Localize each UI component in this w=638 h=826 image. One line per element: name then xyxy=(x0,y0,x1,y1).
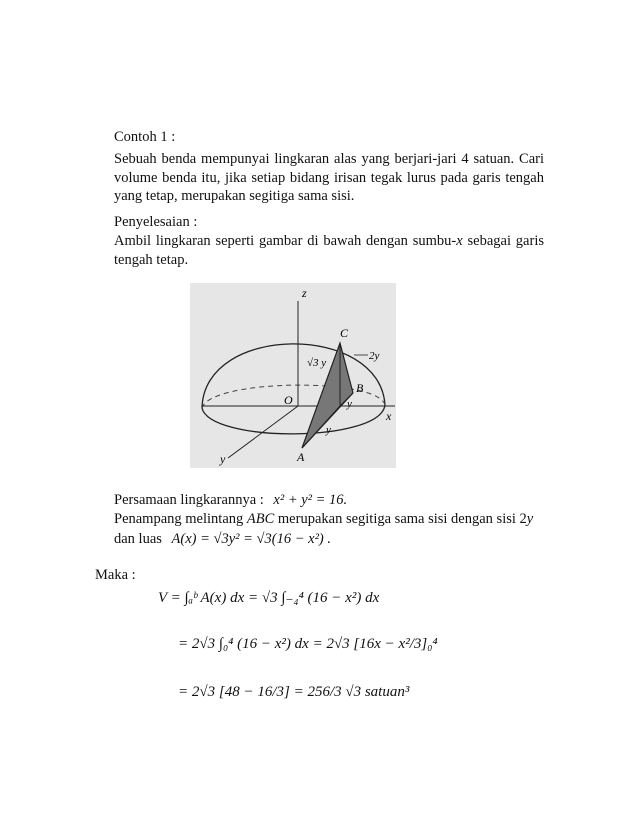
solution-text-part1: Ambil lingkaran seperti gambar di bawah dengan sumbu- xyxy=(114,233,457,249)
label-a: A xyxy=(297,450,305,464)
label-sqrt3y: √3 y xyxy=(307,357,327,369)
solution-text-var: x xyxy=(456,233,463,249)
area-line xyxy=(114,530,331,548)
label-y: y xyxy=(220,452,226,466)
label-x: x xyxy=(386,409,392,423)
label-o: O xyxy=(284,393,293,407)
volume-line-3: = 2√3 [48 − 16/3] = 256/3 √3 satuan³ xyxy=(178,684,410,700)
area-eq: A(x) = √3y² = √3(16 − x²) . xyxy=(171,531,331,547)
circle-eq: x² + y² = 16. xyxy=(273,492,348,508)
area-label: dan luas xyxy=(114,531,162,547)
label-z: z xyxy=(302,286,307,300)
figure-background xyxy=(190,283,396,468)
hemisphere-figure xyxy=(190,283,396,468)
solution-text-part2: sebagai garis tengah tetap. xyxy=(114,233,544,268)
cross-section-abc: ABC xyxy=(246,511,275,527)
cross-section-part2: merupakan segitiga sama sisi dengan sisi 2 xyxy=(274,511,527,527)
label-b: B xyxy=(356,381,364,395)
volume-line-2: = 2√3 ∫₀⁴ (16 − x²) dx = 2√3 [16x − x²/3]₀⁴ xyxy=(178,636,438,652)
cross-section-line xyxy=(114,510,533,528)
problem-text: Sebuah benda mempunyai lingkaran alas yang berjari-jari 4 satuan. Cari volume benda itu, jika setiap bidang irisan tegak lurus pada garis tengah yang tetap, merupakan segitiga sama sisi. xyxy=(114,151,544,204)
example-title: Contoh 1 : xyxy=(114,129,176,145)
label-y-bottom: y xyxy=(326,424,331,436)
cross-section-var: y xyxy=(526,511,534,527)
solution-title: Penyelesaian : xyxy=(114,214,198,230)
circle-eq-line xyxy=(114,491,347,509)
label-y-mid: y xyxy=(347,398,352,410)
solution-text xyxy=(114,232,544,269)
volume-line-1: V = ∫ₐᵇ A(x) dx = √3 ∫₋₄⁴ (16 − x²) dx xyxy=(158,590,380,606)
circle-eq-label: Persamaan lingkarannya : xyxy=(114,492,264,508)
label-2y: 2y xyxy=(369,350,380,362)
maka-label: Maka : xyxy=(95,567,136,583)
cross-section-part1: Penampang melintang xyxy=(114,511,247,527)
label-c: C xyxy=(340,326,349,340)
